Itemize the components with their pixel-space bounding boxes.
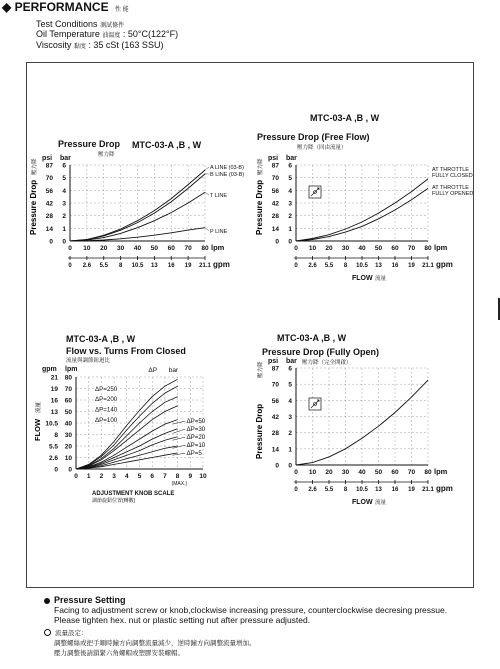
bar-tick-label: 4 <box>62 187 66 195</box>
psi-tick-label: 56 <box>271 187 279 195</box>
x-tick-label: 60 <box>391 245 399 252</box>
dp-label: ΔP <box>148 367 158 374</box>
chart-fo <box>255 333 453 506</box>
gpm-tick-label: 16 <box>391 263 399 269</box>
chart-ff <box>255 113 473 282</box>
y-axis-label: Pressure Drop <box>29 179 38 235</box>
series-label: ΔP=50 <box>186 418 206 425</box>
psi-tick-label: 42 <box>271 200 279 208</box>
gpm-tick-label: 5.5 <box>324 487 334 493</box>
x-tick-label: 0 <box>74 473 78 480</box>
bar-tick-label: 0 <box>288 238 292 246</box>
psi-unit: psi <box>268 155 279 162</box>
bar-tick-label: 6 <box>288 162 292 170</box>
diamond-icon: ◆ <box>2 0 12 14</box>
bar-unit: bar <box>286 358 297 365</box>
x-tick-label: 60 <box>167 245 175 252</box>
psi-tick-label: 28 <box>271 213 279 221</box>
bullet-hollow-icon <box>44 629 51 636</box>
gpm-tick-label: 19 <box>184 263 192 269</box>
series-label: B LINE (03-B) <box>210 172 245 178</box>
lpm-unit: lpm <box>65 366 78 373</box>
psi-tick-label: 70 <box>271 175 279 183</box>
chart-title: Pressure Drop (Fully Open) <box>262 347 380 357</box>
x-tick-label: 40 <box>133 245 142 252</box>
chart-vt <box>33 334 207 504</box>
bar-tick-label: 4 <box>288 397 292 405</box>
gpm-tick-label: 21 <box>50 374 58 382</box>
gpm-tick-label: 19 <box>408 487 415 493</box>
psi-tick-label: 0 <box>275 238 279 246</box>
section-title-cn: 性 能 <box>114 7 129 13</box>
x-tick-label: 8 <box>175 473 180 480</box>
psi-tick-label: 14 <box>271 446 279 454</box>
gpm-tick-label: 10.5 <box>45 420 58 428</box>
series-label: ΔP=20 <box>186 434 206 442</box>
lpm-tick-label: 0 <box>68 466 72 474</box>
gpm-unit: gpm <box>436 484 453 493</box>
x-tick-label: 50 <box>150 245 158 252</box>
series-label: AT THROTTLE <box>432 185 469 191</box>
bar-tick-label: 2 <box>62 213 66 221</box>
lpm-tick-label: 20 <box>64 443 72 451</box>
notes-cn-line-1: 調整螺絲或把手順時鐘方向調整流量減少，逆時鐘方向調整流量增加。 <box>54 640 256 647</box>
series-label: FULLY OPENED <box>432 191 474 197</box>
series-label: ΔP=10 <box>186 442 206 450</box>
gpm-tick-label: 8 <box>343 487 348 493</box>
gpm-tick-label: 2.6 <box>48 455 58 462</box>
notes-heading: Pressure Setting <box>54 595 126 605</box>
notes-cn-line-2: 壓力調整後請鎖緊六角螺帽或塑膠安裝螺帽。 <box>54 650 184 657</box>
gpm-tick-label: 5.5 <box>48 443 58 451</box>
x-tick-label: 3 <box>112 473 116 480</box>
psi-tick-label: 70 <box>45 175 53 183</box>
gpm-tick-label: 5.5 <box>324 263 334 269</box>
viscosity-label: Viscosity <box>36 40 72 50</box>
x-axis-label: FLOW <box>352 499 373 506</box>
gpm-tick-label: 21.1 <box>422 487 434 493</box>
x-tick-label: 9 <box>188 473 193 480</box>
lpm-tick-label: 40 <box>64 420 72 428</box>
gpm-tick-label: 2.6 <box>308 487 317 493</box>
x-tick-label: 80 <box>424 245 432 252</box>
psi-tick-label: 56 <box>271 397 279 405</box>
x-tick-label: 80 <box>201 245 209 252</box>
gpm-tick-label: 8 <box>118 263 123 269</box>
bar-tick-label: 2 <box>288 213 292 221</box>
lpm-unit: lpm <box>434 467 448 476</box>
bar-tick-label: 3 <box>288 200 292 208</box>
x-tick-label: 30 <box>117 245 125 252</box>
gpm-unit: gpm <box>436 260 453 269</box>
series-label: ΔP=100 <box>95 416 118 424</box>
gpm-tick-label: 16 <box>391 487 399 493</box>
bar-tick-label: 5 <box>288 175 292 183</box>
gpm-tick-label: 8 <box>343 263 348 269</box>
chart-model: MTC-03-A ,B , W <box>310 113 380 123</box>
x-tick-label: 10 <box>83 245 91 252</box>
notes-heading-cn: 流量設定： <box>55 630 88 637</box>
viscosity-value: : 35 cSt (163 SSU) <box>88 40 164 50</box>
series-label: A LINE (03-B) <box>210 165 244 171</box>
psi-unit: psi <box>42 155 53 162</box>
gpm-tick-label: 0 <box>294 263 298 269</box>
oil-temperature-label: Oil Temperature <box>36 29 100 39</box>
bar-tick-label: 6 <box>62 162 66 170</box>
chart-title-cn: 流量與調節鈕迴比 <box>66 358 111 364</box>
x-tick-label: 30 <box>341 469 350 476</box>
psi-tick-label: 0 <box>275 462 279 470</box>
notes-line-2: Please tighten hex. nut or plastic setting nut after pressure adjusted. <box>54 615 311 625</box>
bar-tick-label: 2 <box>288 430 292 438</box>
chart-pd <box>29 139 244 269</box>
x-tick-label: 20 <box>100 245 108 252</box>
bar-tick-label: 0 <box>62 238 66 246</box>
x-tick-label: 40 <box>358 245 366 252</box>
x-tick-label: 0 <box>294 469 298 476</box>
x-tick-label: 50 <box>374 469 383 476</box>
x-tick-label: 10 <box>199 473 207 480</box>
gpm-unit: gpm <box>213 260 230 269</box>
gpm-tick-label: 19 <box>50 386 58 393</box>
series-label-leader <box>173 421 186 424</box>
x-tick-label: 70 <box>407 469 416 476</box>
gpm-tick-label: 21.1 <box>422 263 434 269</box>
series-label: AT THROTTLE <box>432 167 469 173</box>
valve-symbol-icon <box>309 398 321 410</box>
gpm-tick-label: 8 <box>54 432 58 439</box>
lpm-tick-label: 50 <box>64 409 72 416</box>
chart-model: MTC-03-A ,B , W <box>66 334 136 344</box>
oil-temperature-cn: 油溫度 <box>102 33 121 39</box>
valve-symbol-icon <box>309 186 321 198</box>
psi-tick-label: 0 <box>49 238 53 246</box>
bar-tick-label: 0 <box>288 462 292 470</box>
gpm-tick-label: 16 <box>50 397 58 405</box>
test-conditions-cn: 測試條件 <box>100 23 125 29</box>
series-label: ΔP=250 <box>95 385 118 393</box>
psi-tick-label: 70 <box>271 381 279 389</box>
psi-tick-label: 14 <box>271 225 279 233</box>
lpm-tick-label: 10 <box>64 455 72 462</box>
notes-line-1: Facing to adjustment screw or knob,clockwise increasing pressure, counterclockwise decresing pressue. <box>54 605 448 615</box>
psi-tick-label: 42 <box>271 414 279 421</box>
gpm-tick-label: 2.6 <box>82 263 92 269</box>
series-label: ΔP=140 <box>95 406 118 414</box>
lpm-tick-label: 30 <box>64 432 72 439</box>
chart-title-cn: 壓力降（回由流量） <box>297 145 347 151</box>
gpm-tick-label: 19 <box>408 263 415 269</box>
x-tick-label: 1 <box>86 473 91 480</box>
x-tick-label: 4 <box>124 473 129 480</box>
bar-tick-label: 3 <box>62 200 66 208</box>
x-axis-label: ADJUSTMENT KNOB SCALE <box>92 491 175 497</box>
bar-tick-label: 1 <box>62 225 66 233</box>
gpm-tick-label: 21.1 <box>199 263 211 269</box>
x-tick-label: 7 <box>163 473 167 480</box>
x-tick-label: 20 <box>325 469 333 476</box>
series-label: P LINE <box>210 229 228 235</box>
bar-tick-label: 5 <box>62 175 66 183</box>
x-tick-label: 40 <box>358 469 366 476</box>
gpm-tick-label: 13 <box>50 409 58 416</box>
series-label-leader <box>205 228 209 231</box>
bar-unit: bar <box>60 155 71 162</box>
y-axis-label-cn: 壓力降 <box>258 158 264 175</box>
psi-tick-label: 87 <box>271 365 279 373</box>
psi-tick-label: 87 <box>271 162 279 170</box>
gpm-unit: gpm <box>42 366 57 373</box>
lpm-unit: lpm <box>211 243 225 252</box>
gpm-tick-label: 0 <box>68 263 72 269</box>
series-label-leader <box>205 192 209 195</box>
series-label: ΔP=30 <box>186 426 206 434</box>
psi-unit: psi <box>268 358 279 365</box>
y-axis-label: Pressure Drop <box>255 179 264 235</box>
x-tick-label: 10 <box>308 245 317 252</box>
chart-model: MTC-03-A ,B , W <box>277 333 347 343</box>
series-label: T LINE <box>210 193 228 199</box>
x-tick-label: 10 <box>308 469 317 476</box>
x-axis-label-cn: 流量 <box>375 276 387 282</box>
gpm-tick-label: 16 <box>167 263 175 269</box>
x-tick-label: 0 <box>68 245 72 252</box>
dp-unit: bar <box>168 367 179 374</box>
max-label: (MAX.) <box>171 481 188 487</box>
lpm-unit: lpm <box>434 243 448 252</box>
series-label-leader <box>205 167 209 170</box>
chart-model: MTC-03-A ,B , W <box>132 140 202 150</box>
x-axis-label-cn: 流量 <box>375 500 387 506</box>
psi-tick-label: 56 <box>45 187 53 195</box>
viscosity-cn: 黏度 <box>73 44 86 50</box>
chart-title-cn: 壓力降 <box>98 152 115 158</box>
x-tick-label: 60 <box>391 469 399 476</box>
chart-title: Flow vs. Turns From Closed <box>66 346 186 356</box>
lpm-tick-label: 80 <box>64 374 72 382</box>
oil-temperature-value: : 50°C(122°F) <box>122 29 179 39</box>
lpm-tick-label: 70 <box>64 386 72 393</box>
gpm-tick-label: 13 <box>375 487 382 493</box>
bar-tick-label: 6 <box>288 365 292 373</box>
x-tick-label: 0 <box>294 245 298 252</box>
gpm-tick-label: 10.5 <box>356 263 368 269</box>
x-tick-label: 50 <box>374 245 383 252</box>
x-tick-label: 70 <box>184 245 192 252</box>
psi-tick-label: 87 <box>45 162 53 170</box>
x-tick-label: 6 <box>150 473 155 480</box>
x-tick-label: 80 <box>424 469 432 476</box>
series-label: ΔP=200 <box>95 396 118 404</box>
bar-tick-label: 3 <box>288 414 292 421</box>
bullet-icon <box>44 598 50 604</box>
y-axis-label-cn: 流量 <box>36 401 42 413</box>
x-tick-label: 70 <box>407 245 416 252</box>
notes-section <box>44 595 494 659</box>
x-axis-label-cn: 調節旋鈕位置(轉數) <box>92 498 136 504</box>
y-axis-label-cn: 壓力降 <box>32 158 38 175</box>
chart-title-cn: 壓力降（完全開啟） <box>302 360 352 366</box>
series-label: ΔP=5 <box>186 450 202 458</box>
lpm-tick-label: 60 <box>64 397 72 405</box>
bar-tick-label: 5 <box>288 381 292 389</box>
gpm-tick-label: 0 <box>54 466 58 474</box>
gpm-tick-label: 10.5 <box>356 487 368 493</box>
bar-tick-label: 4 <box>288 187 292 195</box>
gpm-tick-label: 10.5 <box>131 263 144 269</box>
x-tick-label: 5 <box>137 473 142 480</box>
y-axis-label: Pressure Drop <box>255 403 264 459</box>
gpm-tick-label: 13 <box>375 263 382 269</box>
y-axis-label: FLOW <box>33 418 42 441</box>
x-tick-label: 2 <box>99 473 104 480</box>
psi-tick-label: 28 <box>271 430 279 438</box>
bar-tick-label: 1 <box>288 225 292 233</box>
gpm-tick-label: 13 <box>151 263 158 269</box>
gpm-tick-label: 5.5 <box>99 263 108 269</box>
chart-title: Pressure Drop (Free Flow) <box>257 132 370 142</box>
section-title-text: PERFORMANCE <box>14 0 109 14</box>
psi-tick-label: 28 <box>45 213 53 221</box>
x-tick-label: 20 <box>325 245 333 252</box>
gpm-tick-label: 2.6 <box>308 263 317 269</box>
chart-title: Pressure Drop <box>58 139 121 149</box>
bar-tick-label: 1 <box>288 446 292 454</box>
series-label: FULLY CLOSED <box>432 173 473 179</box>
bar-unit: bar <box>286 155 297 162</box>
psi-tick-label: 14 <box>45 225 53 233</box>
x-axis-label: FLOW <box>352 275 373 282</box>
gpm-tick-label: 0 <box>294 487 298 493</box>
test-conditions-label: Test Conditions <box>36 19 98 29</box>
psi-tick-label: 42 <box>45 200 53 208</box>
x-tick-label: 30 <box>341 245 350 252</box>
y-axis-label-cn: 壓力降 <box>258 361 264 378</box>
